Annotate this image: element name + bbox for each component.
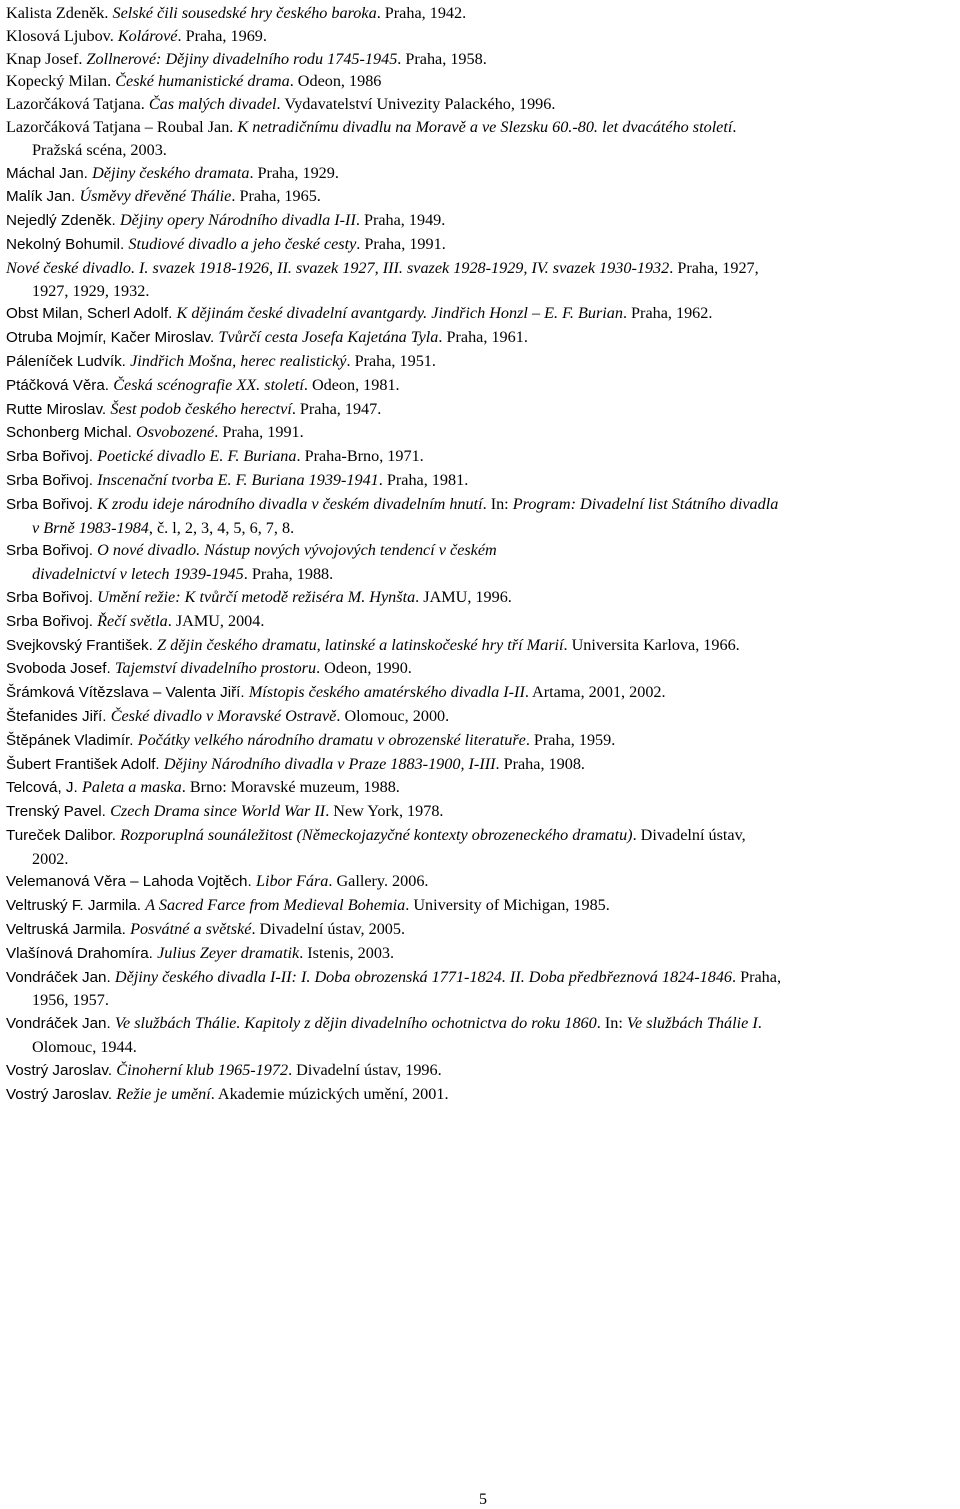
entry-title: Dějiny Národního divadla v Praze 1883-1900, I-III [163,754,496,773]
entry-text: Olomouc, 1944. [32,1038,137,1057]
entry-text: . Istenis, 2003. [299,943,395,962]
entry-text: Šrámková Vítězslava – Valenta Jiří. [6,684,249,702]
entry-text: 1927, 1929, 1932. [32,281,150,300]
entry-title: Čas malých divadel [148,95,277,114]
entry-text: Vostrý Jaroslav. [6,1085,117,1103]
entry-text: . Praha, 1961. [438,328,528,347]
bibliography-entry [6,634,956,658]
entry-text: . Praha, 1965. [231,187,321,206]
entry-title: A Sacred Farce from Medieval Bohemia [145,896,406,915]
entry-title: Poetické divadlo E. F. Buriana [97,447,297,466]
bibliography-entry [6,209,956,233]
bibliography-list [6,2,956,1106]
bibliography-entry [6,729,956,753]
entry-title: K zrodu ideje národního divadla v českém divadelním hnutí [97,494,483,513]
entry-text: . Olomouc, 2000. [336,706,450,725]
entry-title: Tajemství divadelního prostoru [114,659,317,678]
entry-title: Místopis českého amatérského divadla I-II [248,683,525,702]
entry-text: . Praha, 1991. [214,423,304,442]
entry-title: Selské čili sousedské hry českého baroka [112,4,377,22]
bibliography-entry [6,657,956,681]
bibliography-entry-continuation [6,280,956,303]
bibliography-entry [6,776,956,800]
entry-text: Srba Bořivoj. [6,448,98,466]
bibliography-entry [6,493,956,517]
entry-text: Klosová Ljubov. [6,26,118,45]
bibliography-entry [6,326,956,350]
entry-text: Tureček Dalibor. [6,826,121,844]
bibliography-entry [6,1083,956,1107]
bibliography-entry [6,681,956,705]
entry-text: . Divadelní ústav, [632,825,746,844]
entry-text: Pražská scéna, 2003. [32,140,167,159]
entry-text: . JAMU, 1996. [415,587,512,606]
bibliography-entry [6,25,956,48]
bibliography-entry-continuation [6,139,956,162]
bibliography-entry [6,539,956,563]
bibliography-entry-continuation [6,563,956,586]
entry-text: . Praha, 1958. [397,49,487,68]
entry-text: . New York, 1978. [325,802,444,821]
entry-text: Schonberg Michal. [6,424,137,442]
entry-text: 1956, 1957. [32,991,109,1010]
entry-title: Julius Zeyer dramatik [157,943,300,962]
entry-text: Svoboda Josef. [6,660,115,678]
entry-text: Otruba Mojmír, Kačer Miroslav. [6,329,219,347]
entry-text: Rutte Miroslav. [6,400,111,418]
entry-text: Knap Josef. [6,49,87,68]
entry-title: Czech Drama since World War II [110,802,326,821]
entry-text: Srba Bořivoj. [6,495,98,513]
entry-text: . Artama, 2001, 2002. [524,683,666,702]
entry-text: Páleníček Ludvík. [6,352,131,370]
entry-text: . Praha, 1981. [378,470,469,489]
entry-text: . Praha, 1991. [356,234,446,253]
entry-text: . [732,117,737,136]
entry-text: . Praha, 1949. [355,211,446,230]
entry-text: . Universita Karlova, 1966. [563,635,740,654]
entry-text: Máchal Jan. [6,164,93,182]
bibliography-entry [6,824,956,848]
entry-text: . Praha, 1942. [376,4,467,22]
entry-text: . Akademie múzických umění, 2001. [210,1084,449,1103]
entry-title: Dějiny opery Národního divadla I-II [119,211,356,230]
entry-text: Veltruský F. Jarmila. [6,897,146,915]
entry-text: . Praha, 1929. [249,163,339,182]
entry-title: Jindřich Mošna, herec realistický [130,351,347,370]
entry-text: . Praha-Brno, 1971. [296,447,424,466]
entry-text: . Praha, 1969. [177,26,267,45]
bibliography-entry [6,1059,956,1083]
bibliography-entry-continuation [6,1036,956,1059]
entry-text: Velemanová Věra – Lahoda Vojtěch. [6,873,256,891]
bibliography-entry [6,350,956,374]
entry-title: Úsměvy dřevěné Thálie [79,187,232,206]
entry-title: Kolárové [117,26,178,45]
entry-title: Paleta a maska [81,778,182,797]
entry-text: Nekolný Bohumil. [6,235,129,253]
entry-text: Vondráček Jan. [6,1015,115,1033]
entry-text: . Divadelní ústav, 2005. [251,920,406,939]
bibliography-entry-continuation [6,848,956,871]
entry-text: Ptáčková Věra. [6,376,114,394]
entry-text: Srba Bořivoj. [6,471,98,489]
bibliography-entry [6,753,956,777]
entry-text: . Praha, [732,967,782,986]
entry-text: Štěpánek Vladimír. [6,731,138,749]
entry-text: Lazorčáková Tatjana – Roubal Jan. [6,117,238,136]
entry-title: Program: Divadelní list Státního divadla [512,494,779,513]
bibliography-entry [6,870,956,894]
entry-text: Vostrý Jaroslav. [6,1061,117,1079]
entry-text: . Brno: Moravské muzeum, 1988. [181,778,400,797]
entry-title: Posvátné a světské [130,920,252,939]
bibliography-entry [6,421,956,445]
entry-text: . [757,1014,762,1033]
entry-text: . Odeon, 1990. [316,659,412,678]
entry-text: Nejedlý Zdeněk. [6,212,120,230]
bibliography-entry [6,1012,956,1036]
entry-title: České humanistické drama [115,72,290,91]
entry-text: . Praha, 1908. [495,754,585,773]
entry-text: Štefanides Jiří. [6,707,111,725]
entry-title: Osvobozené [136,423,215,442]
entry-title: Řečí světla [97,611,168,630]
entry-title: Nové české divadlo. I. svazek 1918-1926, II. svazek 1927, III. svazek 1928-1929, IV. svazek 1930-1932 [6,258,670,277]
entry-text: Trenský Pavel. [6,803,111,821]
bibliography-entry [6,894,956,918]
entry-text: . Praha, 1947. [291,399,382,418]
entry-title: České divadlo v Moravské Ostravě [110,706,337,725]
bibliography-entry [6,257,956,280]
entry-title: v Brně 1983-1984 [32,518,149,537]
entry-text: . Praha, 1951. [346,351,436,370]
entry-text: . Divadelní ústav, 1996. [288,1060,442,1079]
entry-title: K netradičnímu divadlu na Moravě a ve Slezsku 60.-80. let dvacátého století [237,117,733,136]
bibliography-entry-continuation [6,517,956,540]
entry-title: K dějinám české divadelní avantgardy. Jindřich Honzl – E. F. Burian [176,304,623,323]
bibliography-entry [6,48,956,71]
entry-text: Kopecký Milan. [6,72,116,91]
entry-title: Libor Fára [255,872,329,891]
entry-title: Šest podob českého herectví [110,399,292,418]
entry-text: . Gallery. 2006. [328,872,429,891]
entry-text: Srba Bořivoj. [6,588,98,606]
entry-title: O nové divadlo. Nástup nových vývojových tendencí v českém [97,541,497,560]
bibliography-entry [6,918,956,942]
bibliography-entry-continuation [6,989,956,1012]
entry-text: Kalista Zdeněk. [6,4,113,22]
page-number: 5 [479,1491,487,1508]
entry-text: . In: [482,494,513,513]
entry-text: Malík Jan. [6,188,80,206]
entry-title: Činoherní klub 1965-1972 [116,1060,289,1079]
entry-text: Vlašínová Drahomíra. [6,944,158,962]
entry-text: . In: [596,1014,627,1033]
entry-text: , č. l, 2, 3, 4, 5, 6, 7, 8. [148,518,295,537]
entry-text: Telcová, J. [6,779,82,797]
entry-text: Svejkovský František. [6,636,158,654]
bibliography-entry [6,445,956,469]
entry-text: Obst Milan, Scherl Adolf. [6,305,177,323]
bibliography-entry [6,586,956,610]
bibliography-entry [6,116,956,139]
bibliography-entry [6,185,956,209]
bibliography-entry [6,93,956,116]
entry-text: . Praha, 1927, [669,258,759,277]
entry-text: . JAMU, 2004. [167,611,265,630]
entry-title: Ve službách Thálie I [626,1014,758,1033]
entry-title: Počátky velkého národního dramatu v obrozenské literatuře [137,730,526,749]
entry-text: Vondráček Jan. [6,968,115,986]
bibliography-entry [6,70,956,93]
bibliography-entry [6,942,956,966]
entry-title: Režie je umění [116,1084,211,1103]
entry-text: . Odeon, 1986 [289,72,382,91]
entry-title: Z dějin českého dramatu, latinské a latinskočeské hry tří Marií [157,635,564,654]
entry-text: Srba Bořivoj. [6,542,98,560]
bibliography-entry [6,966,956,990]
entry-text: . University of Michigan, 1985. [405,896,610,915]
entry-title: Studiové divadlo a jeho české cesty [128,234,357,253]
entry-title: Zollnerové: Dějiny divadelního rodu 1745-1945 [86,49,398,68]
entry-title: Ve službách Thálie. Kapitoly z dějin divadelního ochotnictva do roku 1860 [114,1014,597,1033]
entry-title: Umění režie: K tvůrčí metodě režiséra M. Hynšta [97,587,416,606]
entry-title: Česká scénografie XX. století [113,375,304,394]
entry-text: 2002. [32,849,69,868]
bibliography-entry [6,233,956,257]
entry-title: divadelnictví v letech 1939-1945 [32,565,244,584]
bibliography-entry [6,302,956,326]
bibliography-entry [6,469,956,493]
bibliography-entry [6,610,956,634]
entry-text: . Praha, 1988. [243,565,334,584]
entry-text: . Praha, 1962. [622,304,713,323]
entry-title: Inscenační tvorba E. F. Buriana 1939-1941 [97,470,379,489]
entry-text: Lazorčáková Tatjana. [6,95,149,114]
entry-title: Dějiny českého divadla I-II: I. Doba obrozenská 1771-1824. II. Doba předbřeznová 1824-1846 [114,967,733,986]
entry-title: Tvůrčí cesta Josefa Kajetána Tyla [218,328,439,347]
entry-text: . Vydavatelství Univezity Palackého, 1996. [276,95,556,114]
bibliography-entry [6,705,956,729]
entry-title: Dějiny českého dramata [92,163,250,182]
entry-text: Srba Bořivoj. [6,612,98,630]
bibliography-entry [6,398,956,422]
entry-text: . Praha, 1959. [525,730,616,749]
entry-text: Šubert František Adolf. [6,755,164,773]
bibliography-entry [6,374,956,398]
entry-text: Veltruská Jarmila. [6,921,131,939]
bibliography-entry [6,800,956,824]
bibliography-entry [6,2,956,25]
entry-text: . Odeon, 1981. [303,375,400,394]
bibliography-entry [6,162,956,186]
entry-title: Rozporuplná sounáležitost (Německojazyčné kontexty obrozeneckého dramatu) [120,825,633,844]
